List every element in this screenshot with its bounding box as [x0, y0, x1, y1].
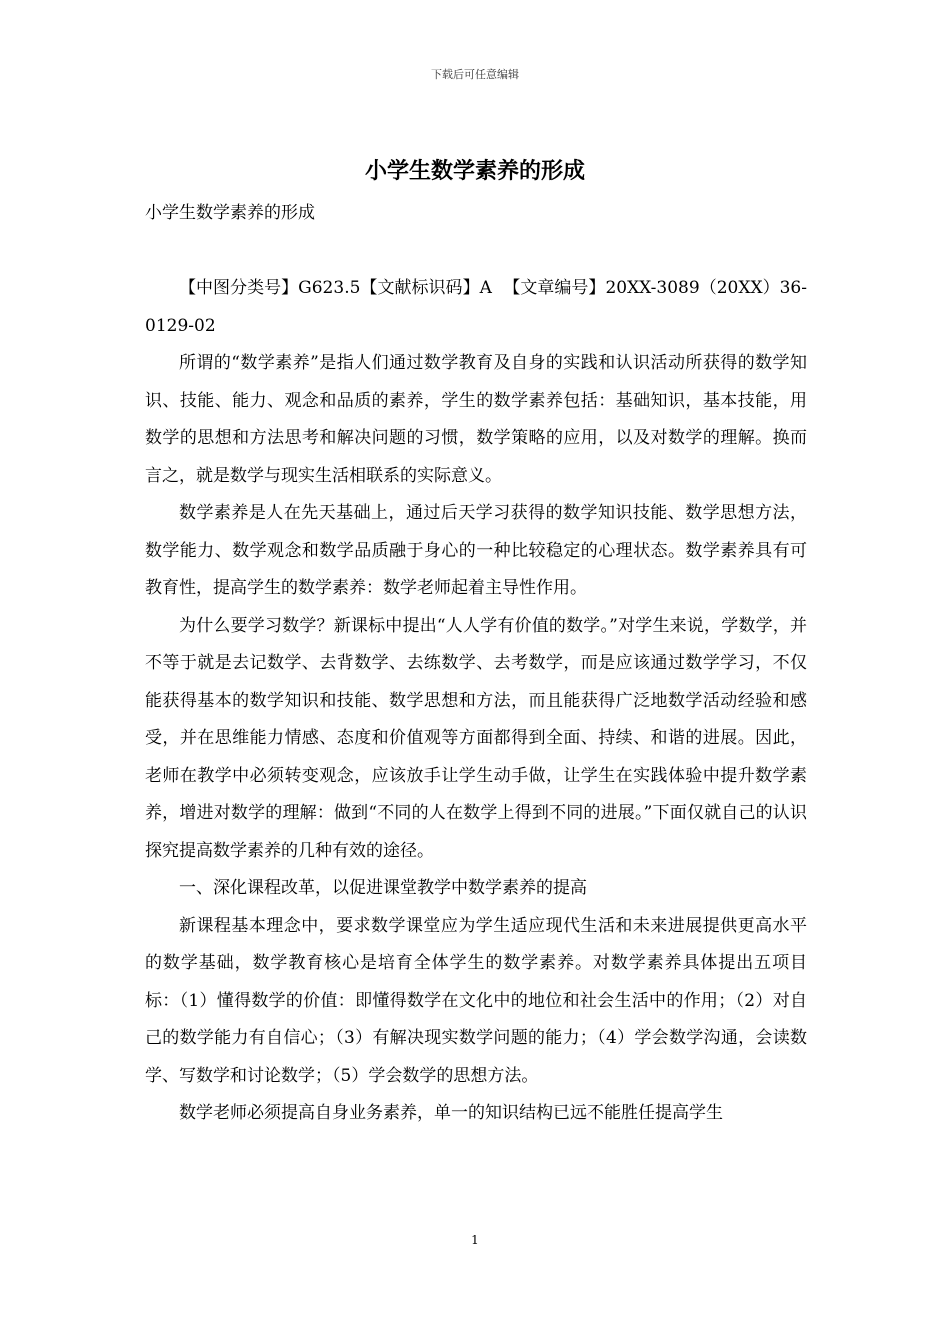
paragraph-definition: 所谓的“数学素养”是指人们通过数学教育及自身的实践和认识活动所获得的数学知识、技能、能力、观念和品质的素养，学生的数学素养包括：基础知识，基本技能，用数学的思想和方法思考和解决问题的习惯，数学策略的应用，以及对数学的理解。换而言之，就是数学与现实生活相联系的实际意义。 — [145, 353, 807, 486]
paragraph-new-curriculum: 新课程基本理念中，要求数学课堂应为学生适应现代生活和未来进展提供更高水平的数学基础，数学教育核心是培育全体学生的数学素养。对数学素养具体提出五项目标：（1）懂得数学的价值：即懂得数学在文化中的地位和社会生活中的作用；（2）对自己的数学能力有自信心；（3）有解决现实数学问题的能力；（4）学会数学沟通，会读数学、写数学和讨论数学；（5）学会数学的思想方法。 — [145, 915, 807, 1086]
page-header-note: 下载后可任意编辑 — [431, 68, 519, 81]
paragraph-teacher: 数学老师必须提高自身业务素养，单一的知识结构已远不能胜任提高学生 — [179, 1103, 723, 1123]
document-title: 小学生数学素养的形成 — [364, 158, 585, 184]
document-subtitle: 小学生数学素养的形成 — [145, 203, 315, 223]
paragraph-why-learn: 为什么要学习数学？新课标中提出“人人学有价值的数学。”对学生来说，学数学，并不等于就是去记数学、去背数学、去练数学、去考数学，而是应该通过数学学习，不仅能获得基本的数学知识和技能、数学思想和方法，而且能获得广泛地数学活动经验和感受，并在思维能力情感、态度和价值观等方面都得到全面、持续、和谐的进展。因此，老师在教学中必须转变观念，应该放手让学生动手做，让学生在实践体验中提升数学素养，增进对数学的理解：做到“不同的人在数学上得到不同的进展。”下面仅就自己的认识探究提高数学素养的几种有效的途径。 — [145, 615, 807, 861]
document-body — [145, 270, 807, 1133]
paragraph-nature: 数学素养是人在先天基础上，通过后天学习获得的数学知识技能、数学思想方法，数学能力、数学观念和数学品质融于身心的一种比较稳定的心理状态。数学素养具有可教育性，提高学生的数学素养：数学老师起着主导性作用。 — [145, 503, 807, 598]
page-number: 1 — [471, 1233, 479, 1247]
section-heading-1: 一、深化课程改革，以促进课堂教学中数学素养的提高 — [179, 878, 587, 898]
classification-line: 【中图分类号】G623.5【文献标识码】A 【文章编号】20XX-3089（20XX）36-0129-02 — [145, 278, 807, 336]
